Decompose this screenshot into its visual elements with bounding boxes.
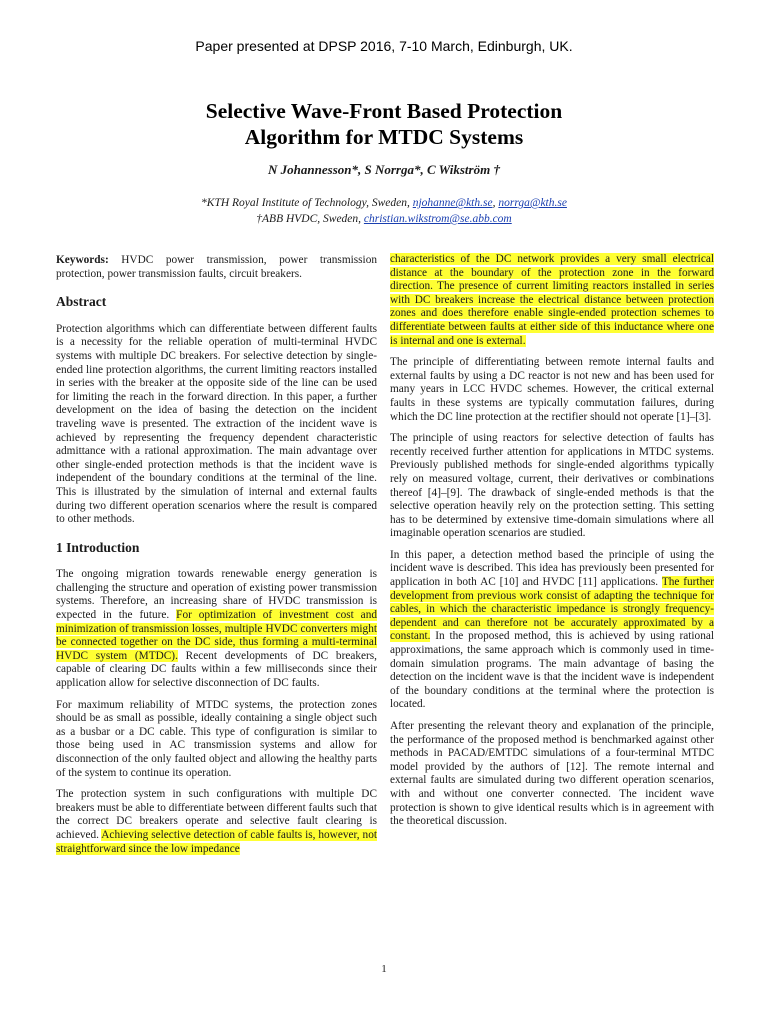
right-paragraph-4 <box>390 549 714 712</box>
email-separator: , <box>492 197 499 209</box>
right-paragraph-2: The principle of differentiating between remote internal faults and external faults by using a DC reactor is not new and has been used for many years in LCC HVDC schemes. However, the critical external faults in these systems are typically commutation failures, during which the DC line protection at the rectifier should not operate [1]–[3]. <box>390 356 714 423</box>
intro-p3-text-a: The protection system in such configurations with multiple DC breakers must be able to differentiate between different faults such that the correct DC breakers operate and selective fault clearing is achieved. <box>56 788 377 841</box>
affiliation-abb-text: †ABB HVDC, Sweden, <box>256 213 364 225</box>
right-p4-text-b: In the proposed method, this is achieved by using rational approximations, the same approach which is commonly used in time-domain simulation programs. The main advantage of basing the detection on the incident wave is that the incident wave is independent of the boundary conditions at the terminal where the protection is located. <box>390 630 714 711</box>
title-line-1: Selective Wave-Front Based Protection <box>205 99 563 123</box>
right-paragraph-1 <box>390 253 714 348</box>
intro-paragraph-1 <box>56 568 377 690</box>
paper-title <box>0 98 768 150</box>
intro-p1-text-b: Recent developments of DC breakers, capable of clearing DC faults within a few milliseconds since their application allow for selective disconnection of DC faults. <box>56 649 378 690</box>
intro-p1-text-a: The ongoing migration towards renewable energy generation is challenging the structure and operation of existing power transmission systems. Therefore, an increasing share of HVDC transmission is expected in the future. <box>56 568 377 622</box>
intro-p1-highlight: For optimization of investment cost and minimization of transmission losses, multiple HVDC converters might be connected together on the DC side, thus forming a multi-terminal HVDC system (MTDC). <box>56 609 377 662</box>
email-link-wikstrom[interactable]: christian.wikstrom@se.abb.com <box>363 213 512 225</box>
authors: N Johannesson*, S Norrga*, C Wikström † <box>268 162 500 177</box>
affiliations <box>0 195 768 227</box>
keywords <box>56 254 377 281</box>
page-number: 1 <box>381 963 387 975</box>
intro-paragraph-2: For maximum reliability of MTDC systems, the protection zones should be as small as possible, ideally containing a single object such as a busbar or a DC cable. This type of configuration is similar to those being used in AC transmission systems and allow for disconnection of the only faulted object and allowing the healthy parts of the system to continue its operation. <box>56 698 377 779</box>
intro-paragraph-3 <box>56 788 377 856</box>
right-paragraph-3: The principle of using reactors for selective detection of faults has recently received further attention for applications in MTDC systems. Previously published methods for single-ended algorithms typically rely on measured voltage, current, their derivatives or combinations thereof [4]–[9]. The drawback of single-ended methods is that the selective operation heavily rely on the protection setting. This setting has to be determined by extensive time-domain simulations where all imaginable operation scenarios are studied. <box>390 432 714 540</box>
abstract-text: Protection algorithms which can differentiate between different faults is a necessity for the reliable operation of multi-terminal HVDC systems with multiple DC breakers. For selective detection by single-ended line protection algorithms, the current limiting reactors installed in series with the breaker at the opposite side of the line can be used for limiting the reach in the forward direction. In this paper, a further development on the idea of basing the detection on the incident traveling wave is presented. The extraction of the incident wave is achieved by representing the frequency dependent characteristic admittance with a rational approximation. The main advantage over other single-ended protection methods is that the incident wave is independent of the boundary conditions at the terminal of the line. This is illustrated by the simulation of internal and external faults during two different operation scenarios where the result is compared to other methods. <box>56 322 377 526</box>
keywords-label: Keywords: <box>56 254 109 266</box>
email-link-njohanne[interactable]: njohanne@kth.se <box>412 197 493 209</box>
left-column <box>56 254 377 864</box>
affiliation-kth <box>0 195 768 211</box>
right-p4-highlight: The further development from previous work consist of adapting the technique for cables, in which the characteristic impedance is strongly frequency-dependent and can therefore not be accurately approximated by a constant. <box>390 576 714 643</box>
right-p1-highlight: characteristics of the DC network provides a very small electrical distance at the boundary of the protection zone in the forward direction. The presence of current limiting reactors installed in series with DC breakers increase the electrical distance between protection zones and does therefore enable single-ended protection schemes to differentiate between faults at either side of this inductance where one is internal and one is external. <box>390 253 714 347</box>
right-column <box>390 253 714 837</box>
affiliation-abb <box>0 211 768 227</box>
email-link-norrga[interactable]: norrga@kth.se <box>498 197 567 209</box>
right-paragraph-5: After presenting the relevant theory and explanation of the principle, the performance of the proposed method is benchmarked against other methods in PACAD/EMTDC simulations of a four-terminal MTDC model provided by the authors of [12]. The remote internal and external faults are simulated during two different operation scenarios, with and without one converter connected. The incident wave protection is shown to give identical results which is in agreement with the theoretical discussion. <box>390 720 714 828</box>
right-p4-text-a: In this paper, a detection method based the principle of using the incident wave is described. This idea has previously been presented for application in both AC [10] and HVDC [11] applications. <box>390 548 714 589</box>
title-line-2: Algorithm for MTDC Systems <box>244 125 524 149</box>
intro-p3-highlight: Achieving selective detection of cable faults is, however, not straightforward since the low impedance <box>56 828 377 855</box>
abstract-heading: Abstract <box>56 294 107 310</box>
affiliation-kth-text: *KTH Royal Institute of Technology, Sweden, <box>201 197 413 209</box>
keywords-text: HVDC power transmission, power transmission protection, power transmission faults, circuit breakers. <box>56 254 377 280</box>
introduction-heading: 1 Introduction <box>56 539 140 555</box>
conference-header: Paper presented at DPSP 2016, 7-10 March, Edinburgh, UK. <box>195 38 573 54</box>
